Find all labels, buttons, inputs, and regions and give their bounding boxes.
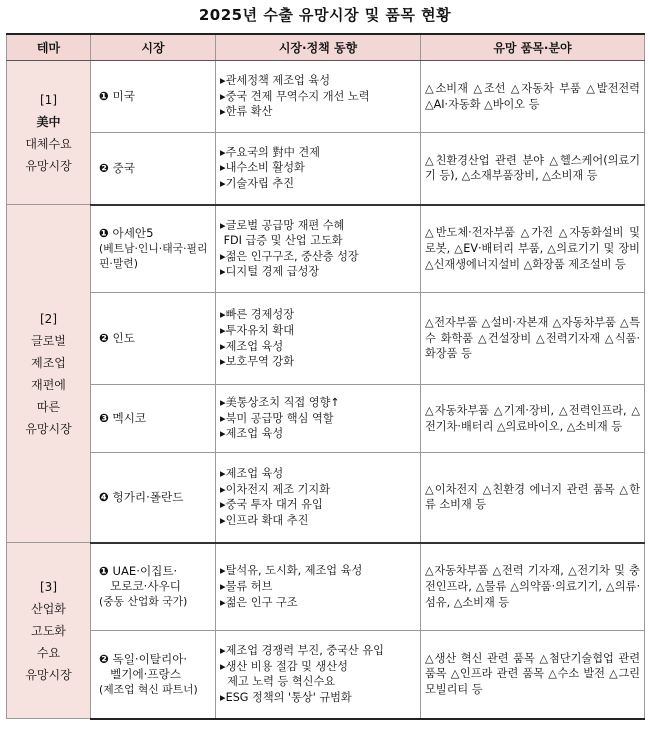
market-cell: ❷ 중국 <box>91 133 216 205</box>
market-cell: ❹ 헝가리·폴란드 <box>91 453 216 543</box>
table-row <box>7 385 645 453</box>
items-cell: △자동차부품 △기계·장비, △전력인프라, △전기차·배터리 △의료바이오, △소비재 등 <box>421 385 645 453</box>
theme-cell: [2] 글로벌 제조업 재편에 따른 유망시장 <box>7 205 91 543</box>
number-badge: ❷ <box>99 331 109 345</box>
table-row <box>7 453 645 543</box>
items-cell: △소비재 △조선 △자동차 부품 △발전전력 △AI·자동화 △바이오 등 <box>421 61 645 133</box>
table-row <box>7 293 645 385</box>
theme-cell: [3] 산업화 고도화 수요 유망시장 <box>7 543 91 719</box>
export-market-table <box>6 33 645 720</box>
number-badge: ❹ <box>99 489 109 504</box>
table-row <box>7 61 645 133</box>
theme-cell: [1] 美中 대체수요 유망시장 <box>7 61 91 205</box>
items-cell: △반도체·전자부품 △가전 △자동화설비 및 로봇, △EV·배터리 부품, △의료기기 및 장비 △신재생에너지설비 △화장품 제조설비 등 <box>421 205 645 293</box>
items-cell: △생산 혁신 관련 품목 △첨단기술협업 관련 품목 △인프라 관련 품목 △수소 발전 △그린 모빌리티 등 <box>421 631 645 719</box>
market-cell: ❶ 아세안5 (베트남·인니·태국·필리핀·말련) <box>91 205 216 293</box>
table-row <box>7 631 645 719</box>
header-market: 시장 <box>91 34 216 61</box>
items-cell: △이차전지 △친환경 에너지 관련 품목 △한류 소비재 등 <box>421 453 645 543</box>
number-badge: ❶ <box>99 564 109 579</box>
header-policy: 시장·정책 동향 <box>216 34 421 61</box>
market-cell: ❷ 인도 <box>91 293 216 385</box>
policy-cell: ▸제조업 경쟁력 부진, 중국산 유입 ▸생산 비용 절감 및 생산성 제고 노력 등 혁신수요 ▸ESG 정책의 '통상' 규범화 <box>216 631 421 719</box>
header-row <box>7 34 645 61</box>
policy-cell: ▸주요국의 對中 견제 ▸내수소비 활성화 ▸기술자립 추진 <box>216 133 421 205</box>
items-cell: △친환경산업 관련 분야 △헬스케어(의료기기 등), △소재부품장비, △소비재 등 <box>421 133 645 205</box>
policy-cell: ▸제조업 육성 ▸이차전지 제조 기지화 ▸중국 투자 대거 유입 ▸인프라 확대 추진 <box>216 453 421 543</box>
header-theme: 테마 <box>7 34 91 61</box>
policy-cell: ▸빠른 경제성장 ▸투자유치 확대 ▸제조업 육성 ▸보호무역 강화 <box>216 293 421 385</box>
market-cell: ❸ 멕시코 <box>91 385 216 453</box>
table-row <box>7 205 645 293</box>
market-cell: ❷ 독일·이탈리아· 벨기에·프랑스 (제조업 혁신 파트너) <box>91 631 216 719</box>
number-badge: ❷ <box>99 160 109 175</box>
policy-cell: ▸글로벌 공급망 재편 수혜 FDI 급증 및 산업 고도화 ▸젊은 인구구조, 중산층 성장 ▸디지털 경제 급성장 <box>216 205 421 293</box>
number-badge: ❷ <box>99 651 109 666</box>
table-row <box>7 133 645 205</box>
policy-cell: ▸美통상조치 직접 영향↑ ▸북미 공급망 핵심 역할 ▸제조업 육성 <box>216 385 421 453</box>
number-badge: ❸ <box>99 411 109 425</box>
market-cell: ❶ 미국 <box>91 61 216 133</box>
market-cell: ❶ UAE·이집트· 모로코·사우디 (중동 산업화 국가) <box>91 543 216 631</box>
policy-cell: ▸탈석유, 도시화, 제조업 육성 ▸물류 허브 ▸젊은 인구 구조 <box>216 543 421 631</box>
page-title: 2025년 수출 유망시장 및 품목 현황 <box>198 6 452 24</box>
table-row <box>7 543 645 631</box>
number-badge: ❶ <box>99 226 109 241</box>
policy-cell: ▸관세정책 제조업 육성 ▸중국 견제 무역수지 개선 노력 ▸한류 확산 <box>216 61 421 133</box>
items-cell: △전자부품 △설비·자본재 △자동차부품 △특수 화학품 △건설장비 △전력기자재 △식품·화장품 등 <box>421 293 645 385</box>
number-badge: ❶ <box>99 89 109 103</box>
header-items: 유망 품목·분야 <box>421 34 645 61</box>
items-cell: △자동차부품 △전력 기자재, △전기차 및 충전인프라, △물류 △의약품·의료기기, △의류·섬유, △소비재 등 <box>421 543 645 631</box>
